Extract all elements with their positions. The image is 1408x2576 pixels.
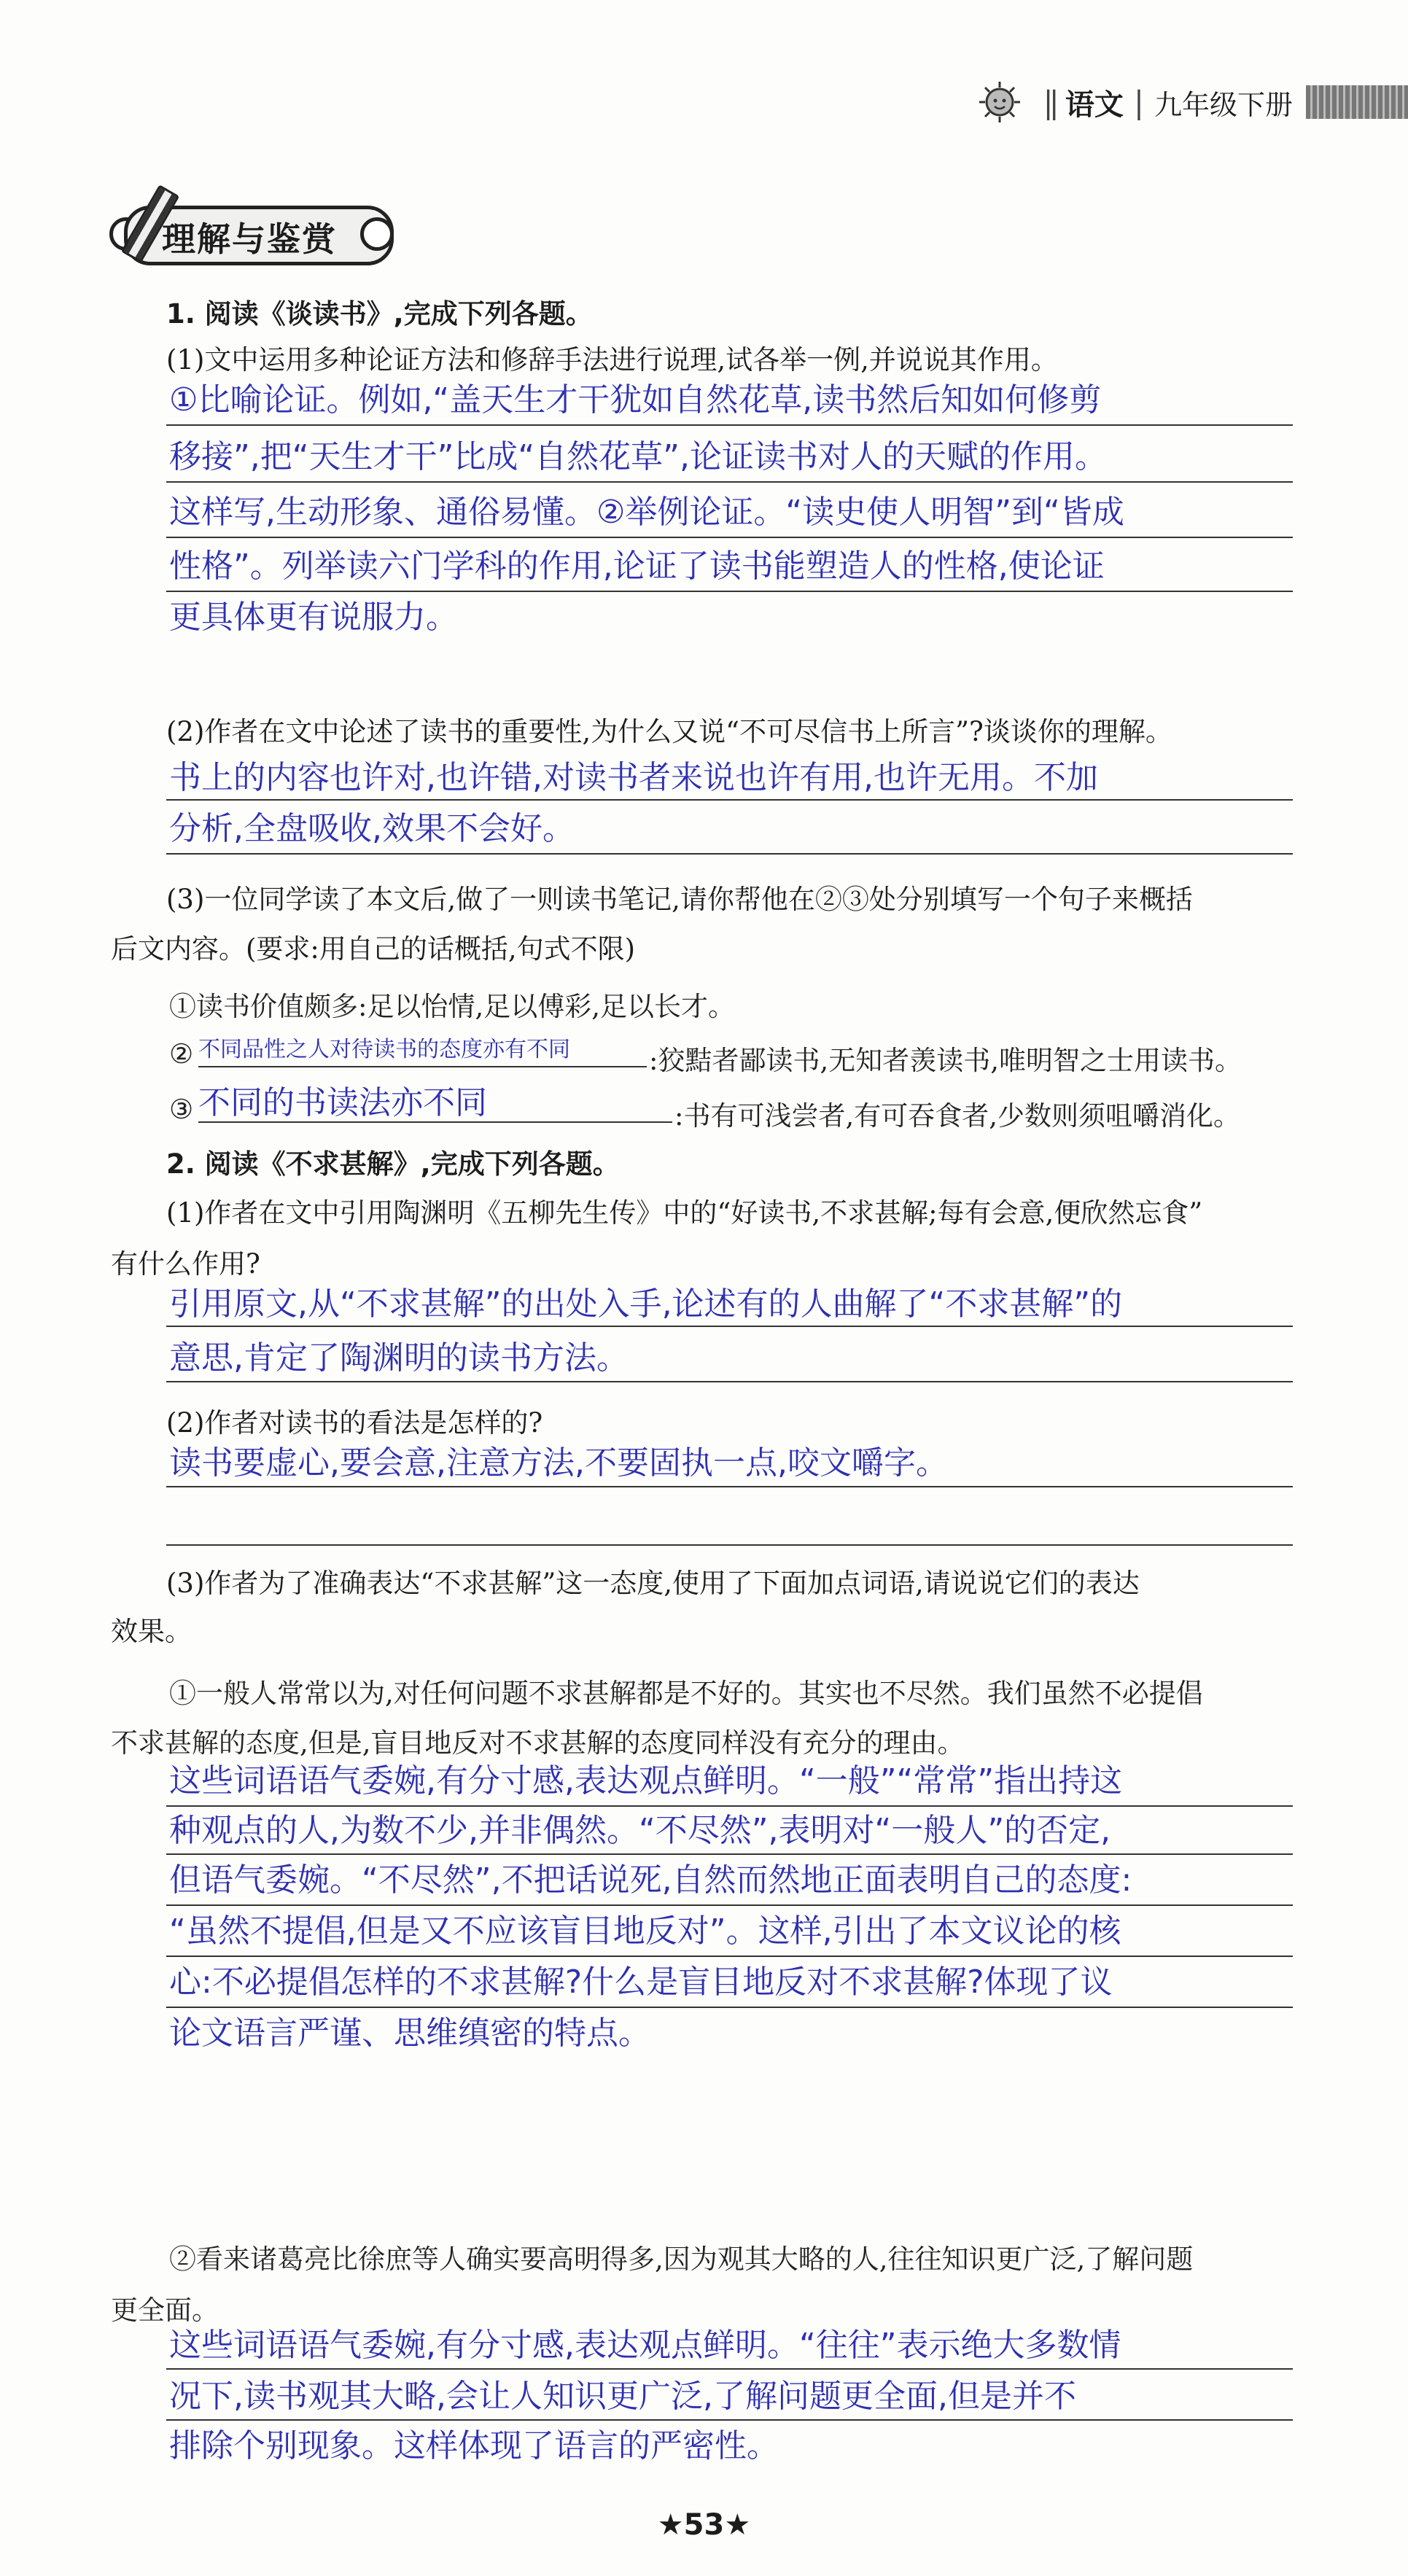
q2-3-s1-answer-line: 但语气委婉。“不尽然”,不把话说死,自然而然地正面表明自己的态度:: [169, 1861, 1132, 1899]
answer-rule: [166, 1486, 1293, 1487]
q2-3-s1-answer-line: 种观点的人,为数不少,并非偶然。“不尽然”,表明对“一般人”的否定,: [169, 1812, 1111, 1849]
q1-3-item2-mark: ②: [169, 1038, 194, 1070]
q1-3-item3-answer: 不同的书读法亦不同: [198, 1084, 487, 1121]
q2-2-prompt: (2)作者对读书的看法是怎样的?: [166, 1407, 543, 1439]
header-divider: ||: [1043, 84, 1055, 120]
page-header: [976, 73, 1408, 131]
answer-rule: [166, 537, 1293, 538]
q1-1-answer-line: ①比喻论证。例如,“盖天生才干犹如自然花草,读书然后知如何修剪: [169, 381, 1102, 419]
answer-rule: [166, 799, 1293, 801]
q1-title: 1. 阅读《谈读书》,完成下列各题。: [166, 298, 593, 330]
header-divider: |: [1133, 84, 1144, 120]
q1-1-prompt: (1)文中运用多种论证方法和修辞手法进行说理,试各举一例,并说说其作用。: [166, 344, 1058, 375]
q1-3-prompt: (3)一位同学读了本文后,做了一则读书笔记,请你帮他在②③处分别填写一个句子来概括: [166, 884, 1193, 915]
q2-3-s1-answer-line: “虽然不提倡,但是又不应该盲目地反对”。这样,引出了本文议论的核: [169, 1912, 1121, 1950]
answer-rule: [166, 1544, 1293, 1546]
header-stripe: [1306, 85, 1408, 119]
q1-1-answer-line: 移接”,把“天生才干”比成“自然花草”,论证读书对人的天赋的作用。: [169, 438, 1107, 475]
banner-ring-right: [360, 217, 394, 251]
q1-3-prompt-cont: 后文内容。(要求:用自己的话概括,句式不限): [111, 933, 636, 965]
answer-rule: [166, 1381, 1293, 1382]
q2-3-s1-answer-line: 论文语言严谨、思维缜密的特点。: [169, 2015, 650, 2052]
q1-1-answer-line: 这样写,生动形象、通俗易懂。②举例论证。“读史使人明智”到“皆成: [169, 494, 1124, 531]
q2-2-answer-line: 读书要虚心,要会意,注意方法,不要固执一点,咬文嚼字。: [169, 1444, 948, 1482]
q2-1-prompt-cont: 有什么作用?: [111, 1248, 260, 1280]
q2-3-sentence2: ②看来诸葛亮比徐庶等人确实要高明得多,因为观其大略的人,往往知识更广泛,了解问题: [169, 2244, 1194, 2275]
q1-2-prompt: (2)作者在文中论述了读书的重要性,为什么又说“不可尽信书上所言”?谈谈你的理解。: [166, 716, 1172, 747]
star-icon: ★: [657, 2508, 684, 2542]
star-icon: ★: [724, 2508, 751, 2542]
answer-rule: [166, 853, 1293, 855]
q2-3-s2-answer-line: 况下,读书观其大略,会让人知识更广泛,了解问题更全面,但是并不: [169, 2378, 1076, 2415]
q2-3-sentence1: ①一般人常常以为,对任何问题不求甚解都是不好的。其实也不尽然。我们虽然不必提倡: [169, 1678, 1203, 1709]
q2-1-prompt: (1)作者在文中引用陶渊明《五柳先生传》中的“好读书,不求甚解;每有会意,便欣然忘食”: [166, 1197, 1203, 1229]
q2-3-s1-answer-line: 这些词语语气委婉,有分寸感,表达观点鲜明。“一般”“常常”指出持这: [169, 1762, 1123, 1799]
q2-3-prompt: (3)作者为了准确表达“不求甚解”这一态度,使用了下面加点词语,请说说它们的表达: [166, 1568, 1140, 1599]
answer-rule: [166, 424, 1293, 426]
page-number: [0, 2508, 1408, 2542]
sun-mascot-icon: [976, 79, 1023, 125]
q1-3-item2-answer: 不同品性之人对待读书的态度亦有不同: [198, 1037, 570, 1062]
q2-1-answer-line: 意思,肯定了陶渊明的读书方法。: [169, 1339, 629, 1377]
page-number-value: 53: [683, 2508, 725, 2542]
section-title: 理解与鉴赏: [162, 219, 337, 259]
q1-3-item2-rest: :狡黠者鄙读书,无知者羡读书,唯明智之士用读书。: [649, 1045, 1242, 1076]
fill-blank: [198, 1121, 672, 1123]
header-subject: 语文: [1065, 87, 1124, 122]
q2-title: 2. 阅读《不求甚解》,完成下列各题。: [166, 1148, 620, 1180]
q1-3-item1: ①读书价值颇多:足以怡情,足以傅彩,足以长才。: [169, 991, 735, 1022]
q2-3-prompt-cont: 效果。: [111, 1616, 192, 1647]
q1-1-answer-line: 性格”。列举读六门学科的作用,论证了读书能塑造人的性格,使论证: [169, 548, 1105, 585]
answer-rule: [166, 1326, 1293, 1327]
section-banner: [109, 198, 394, 265]
q2-3-s2-answer-line: 排除个别现象。这样体现了语言的严密性。: [169, 2427, 779, 2464]
q2-1-answer-line: 引用原文,从“不求甚解”的出处入手,论述有的人曲解了“不求甚解”的: [169, 1285, 1123, 1323]
fill-blank: [198, 1066, 647, 1067]
answer-rule: [166, 481, 1293, 483]
q1-3-item3-rest: :书有可浅尝者,有可吞食者,少数则须咀嚼消化。: [674, 1100, 1240, 1132]
q2-3-sentence2-cont: 更全面。: [111, 2295, 219, 2326]
q1-2-answer-line: 分析,全盘吸收,效果不会好。: [169, 810, 575, 847]
q2-3-s1-answer-line: 心:不必提倡怎样的不求甚解?什么是盲目地反对不求甚解?体现了议: [169, 1964, 1113, 2001]
q1-1-answer-line: 更具体更有说服力。: [169, 599, 458, 636]
header-grade: 九年级下册: [1154, 88, 1293, 121]
q1-3-item3-mark: ③: [169, 1094, 194, 1125]
q2-3-s2-answer-line: 这些词语语气委婉,有分寸感,表达观点鲜明。“往往”表示绝大多数情: [169, 2327, 1121, 2364]
q2-3-sentence1-cont: 不求甚解的态度,但是,盲目地反对不求甚解的态度同样没有充分的理由。: [111, 1727, 965, 1759]
q1-2-answer-line: 书上的内容也许对,也许错,对读书者来说也许有用,也许无用。不加: [169, 759, 1098, 796]
